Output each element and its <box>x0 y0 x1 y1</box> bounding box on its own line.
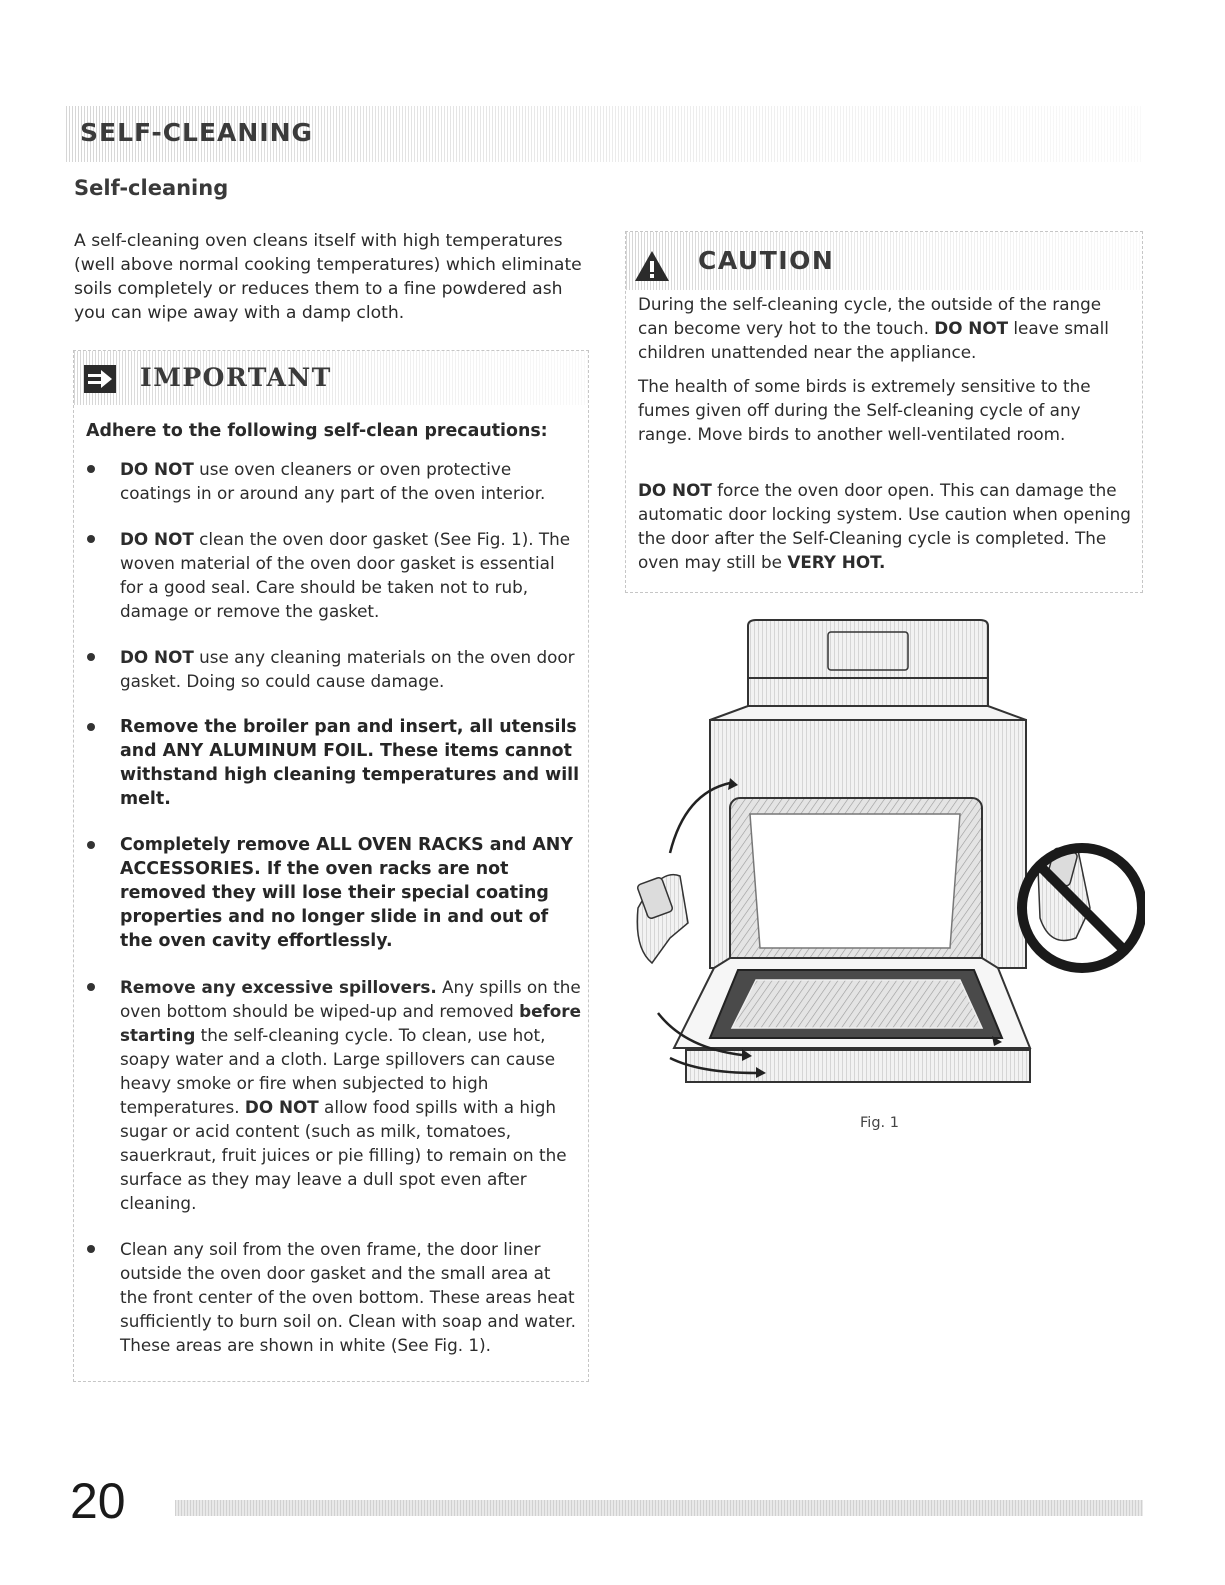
intro-paragraph: A self-cleaning oven cleans itself with high temperatures (well above normal cooking temperatures) which eliminate soils completely or reduces them to a fine powdered ash you can wipe away with a damp cloth. <box>74 231 582 323</box>
item-lead: Remove any excessive spillovers. <box>120 977 437 997</box>
list-item <box>74 645 588 693</box>
bullet-icon <box>87 535 95 543</box>
item-bold: before starting <box>120 1001 581 1045</box>
item-text: Any spills on the oven bottom should be wiped-up and removed <box>120 977 581 1021</box>
list-item <box>74 975 588 1215</box>
important-header <box>74 351 588 405</box>
caution-paragraph-3 <box>638 478 1136 574</box>
caution-bold: VERY HOT. <box>787 552 886 572</box>
caution-title: CAUTION <box>698 246 835 275</box>
list-item <box>74 1237 588 1357</box>
oven-illustration <box>630 618 1145 1098</box>
item-bold: DO NOT <box>244 1097 319 1117</box>
item-lead: DO NOT <box>120 459 194 479</box>
caution-text: force the oven door open. This can damage the automatic door locking system. Use caution when opening the door after the Self-Cleaning cycle is completed. The oven may still be <box>638 480 1131 572</box>
list-item <box>74 457 588 505</box>
bullet-icon <box>87 653 95 661</box>
item-text: clean the oven door gasket (See Fig. 1). The woven material of the oven door gasket is essential for a good seal. Care should be taken not to rub, damage or remove the gasket. <box>120 529 571 621</box>
item-text: the self-cleaning cycle. To clean, use hot, soapy water and a cloth. Large spillovers can cause heavy smoke or fire when subjected to high temperatures. <box>120 1025 556 1117</box>
caution-bold: DO NOT <box>934 318 1009 338</box>
item-text: Clean any soil from the oven frame, the door liner outside the oven door gasket and the small area at the front center of the oven bottom. These areas heat sufficiently to burn soil on. Clean with soap and water. These areas are shown in white (See Fig. 1). <box>120 1239 576 1355</box>
page-number: 20 <box>70 1473 126 1529</box>
bullet-icon <box>87 465 95 473</box>
warning-icon <box>634 250 670 282</box>
caution-paragraph-2: The health of some birds is extremely sensitive to the fumes given off during the Self-cleaning cycle of any range. Move birds to another well-ventilated room. <box>638 376 1091 444</box>
important-subhead: Adhere to the following self-clean precautions: <box>86 421 548 441</box>
item-text: use any cleaning materials on the oven door gasket. Doing so could cause damage. <box>120 647 575 691</box>
item-text: Completely remove ALL OVEN RACKS and ANY ACCESSORIES. If the oven racks are not removed they will lose their special coating properties and no longer slide in and out of the oven cavity effortlessly. <box>120 835 573 951</box>
caution-paragraph-1 <box>638 292 1136 364</box>
bullet-icon <box>87 983 95 991</box>
footer-rule <box>175 1500 1143 1516</box>
caution-text: leave small children unattended near the appliance. <box>638 318 1109 362</box>
figure-caption: Fig. 1 <box>860 1115 899 1131</box>
important-title: IMPORTANT <box>140 363 332 392</box>
item-text: use oven cleaners or oven protective coatings in or around any part of the oven interior. <box>120 459 546 503</box>
item-text: allow food spills with a high sugar or acid content (such as milk, tomatoes, sauerkraut, fruit juices or pie filling) to remain on the surface as they may leave a dull spot even after cleaning. <box>120 1097 567 1213</box>
caution-box <box>625 231 1143 593</box>
section-banner-title: SELF-CLEANING <box>80 118 314 147</box>
section-banner <box>66 106 1142 162</box>
caution-header <box>626 232 1142 290</box>
bullet-icon <box>87 1245 95 1253</box>
caution-text: During the self-cleaning cycle, the outside of the range can become very hot to the touch. <box>638 294 1102 338</box>
list-item <box>74 833 588 953</box>
arrow-right-icon <box>84 365 116 393</box>
list-item <box>74 527 588 623</box>
caution-bold: DO NOT <box>638 480 712 500</box>
important-box <box>73 350 589 1382</box>
precautions-list <box>74 457 588 1379</box>
bullet-icon <box>87 841 95 849</box>
item-lead: DO NOT <box>120 529 194 549</box>
bullet-icon <box>87 723 95 731</box>
list-item <box>74 715 588 811</box>
item-text: Remove the broiler pan and insert, all utensils and ANY ALUMINUM FOIL. These items cannot withstand high cleaning temperatures and will melt. <box>120 717 580 809</box>
section-heading: Self-cleaning <box>74 176 229 200</box>
item-lead: DO NOT <box>120 647 194 667</box>
